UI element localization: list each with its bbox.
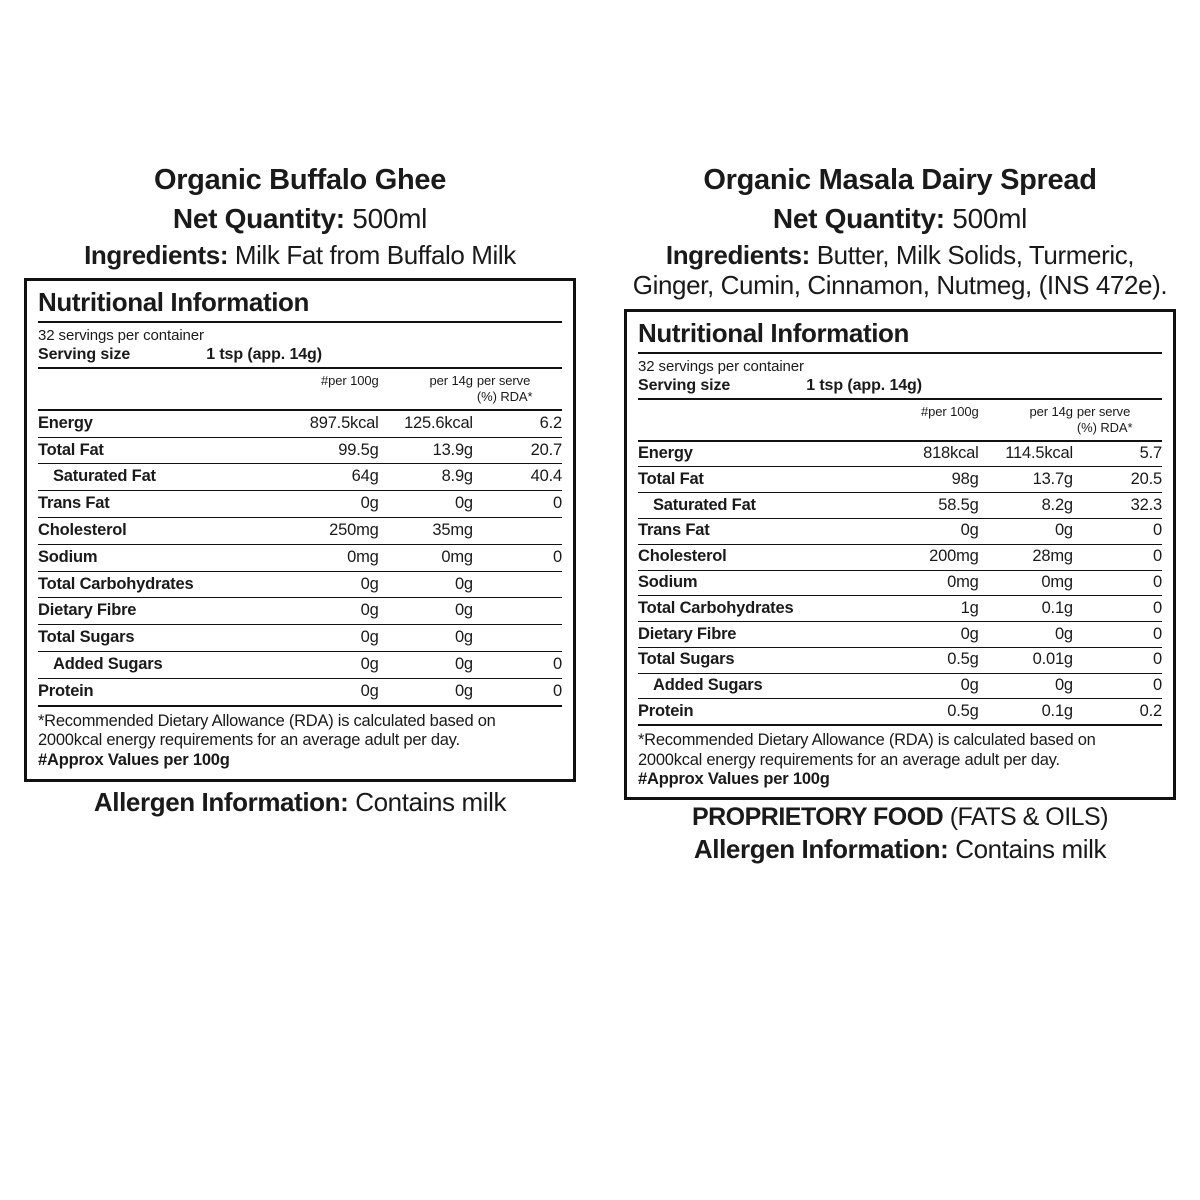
servings-per-container: 32 servings per container [638,358,804,376]
table-row [38,678,562,705]
value-rda: 20.5 [1073,467,1162,493]
net-quantity-value: 500ml [352,203,428,235]
value-per-100g: 0mg [274,544,379,571]
rda-footnote-text: *Recommended Dietary Allowance (RDA) is calculated based on 2000kcal energy requirements for an average adult per day. [38,711,496,750]
allergen-label: Allergen Information: [693,834,949,865]
value-rda: 0 [473,491,562,518]
value-per-14g: 0g [379,678,473,705]
allergen-value: Contains milk [955,834,1107,865]
nutrient-name: Dietary Fibre [638,622,874,648]
value-rda: 0 [473,652,562,679]
rda-footnote [38,707,562,770]
column-header-nutrient [638,400,874,441]
nutrient-name: Total Fat [38,437,274,464]
value-per-100g: 250mg [274,518,379,545]
ingredients-value: Butter, Milk Solids, Turmeric, Ginger, Cumin, Cinnamon, Nutmeg, (INS 472e). [632,239,1168,301]
table-row [38,652,562,679]
value-per-100g: 0g [874,673,979,699]
column-header-nutrient [38,369,274,410]
value-per-100g: 0g [274,598,379,625]
table-row [38,544,562,571]
table-row [638,673,1162,699]
nutrient-name: Protein [38,678,274,705]
allergen-information-line [624,832,1176,865]
nutrition-table-body [638,441,1162,726]
nutrition-table-body [38,410,562,706]
allergen-label: Allergen Information: [93,787,349,818]
nutrient-name: Cholesterol [38,518,274,545]
value-per-100g: 58.5g [874,493,979,519]
nutrient-name: Cholesterol [638,544,874,570]
value-per-100g: 0g [874,622,979,648]
table-row [638,596,1162,622]
proprietary-food-label: PROPRIETORY FOOD [691,802,944,831]
serving-size-label: Serving size [38,346,131,364]
value-per-100g: 0mg [874,570,979,596]
nutrient-name: Energy [638,441,874,467]
value-rda: 0 [473,678,562,705]
allergen-information-line [24,785,576,818]
value-rda [473,518,562,545]
proprietary-food-line [624,803,1176,833]
value-per-14g: 0g [979,622,1073,648]
value-per-14g: 125.6kcal [379,410,473,437]
below-box-text-group [24,782,576,818]
table-row [638,493,1162,519]
value-per-14g: 0g [379,598,473,625]
table-row [38,571,562,598]
table-row [638,570,1162,596]
nutrient-name: Added Sugars [638,673,874,699]
serving-size-row [638,377,1162,400]
value-per-100g: 0.5g [874,647,979,673]
value-per-100g: 0g [274,678,379,705]
table-row [38,518,562,545]
column-header-per-serve-rda [473,369,562,410]
serving-size-label: Serving size [638,376,731,394]
net-quantity-label: Net Quantity: [772,203,945,235]
value-rda: 0 [1073,596,1162,622]
column-header-per-100g: #per 100g [874,400,979,441]
nutrition-facts-box [624,309,1176,800]
nutrition-facts-box [24,278,576,782]
value-per-100g: 200mg [874,544,979,570]
nutrient-name: Total Sugars [38,625,274,652]
table-row [638,467,1162,493]
value-per-14g: 13.9g [379,437,473,464]
column-header-rda-line2: (%) RDA* [1076,419,1133,435]
table-row [638,441,1162,467]
nutrient-name: Total Carbohydrates [638,596,874,622]
product-panel-masala-dairy-spread [600,163,1200,865]
table-row [638,699,1162,725]
value-rda: 0 [1073,647,1162,673]
table-row [38,625,562,652]
value-rda: 0 [473,544,562,571]
ingredients-line [24,240,576,271]
value-per-14g: 8.9g [379,464,473,491]
page-title: Organic Masala Dairy Spread [703,164,1097,196]
value-per-100g: 0g [874,518,979,544]
ingredients-line [624,240,1176,301]
nutrient-name: Trans Fat [38,491,274,518]
value-per-100g: 0g [274,571,379,598]
table-row [38,437,562,464]
below-box-text-group [624,800,1176,866]
value-per-100g: 99.5g [274,437,379,464]
value-rda [473,598,562,625]
ingredients-label: Ingredients: [84,239,229,270]
serving-size-value: 1 tsp (app. 14g) [806,376,922,394]
nutrient-name: Saturated Fat [38,464,274,491]
serving-size-row [38,346,562,369]
value-per-14g: 0g [379,491,473,518]
nutrient-name: Sodium [638,570,874,596]
product-panel-buffalo-ghee [0,163,600,818]
value-per-14g: 13.7g [979,467,1073,493]
value-rda: 0 [1073,518,1162,544]
value-per-14g: 0.1g [979,699,1073,725]
value-per-14g: 8.2g [979,493,1073,519]
column-header-per-14g: per 14g [379,369,473,410]
value-rda: 0 [1073,570,1162,596]
proprietary-food-category: (FATS & OILS) [943,802,1109,831]
column-header-rda-line1: per serve [1076,403,1131,419]
table-row [638,622,1162,648]
column-header-per-serve-rda [1073,400,1162,441]
net-quantity-line [24,202,576,236]
nutrient-name: Protein [638,699,874,725]
column-header-per-14g: per 14g [979,400,1073,441]
value-rda: 0.2 [1073,699,1162,725]
value-rda: 20.7 [473,437,562,464]
nutrient-name: Sodium [38,544,274,571]
value-per-100g: 98g [874,467,979,493]
value-per-14g: 0.1g [979,596,1073,622]
value-per-14g: 0mg [979,570,1073,596]
value-rda: 0 [1073,544,1162,570]
nutrition-table [638,400,1162,726]
nutrient-name: Dietary Fibre [38,598,274,625]
serving-size-value: 1 tsp (app. 14g) [206,346,322,364]
value-per-100g: 0g [274,491,379,518]
value-per-100g: 818kcal [874,441,979,467]
ingredients-value: Milk Fat from Buffalo Milk [234,239,516,270]
value-per-100g: 0g [274,652,379,679]
net-quantity-label: Net Quantity: [172,203,345,235]
value-rda: 5.7 [1073,441,1162,467]
net-quantity-line [624,202,1176,236]
table-header-row [38,369,562,410]
nutrient-name: Saturated Fat [638,493,874,519]
approx-values-note: #Approx Values per 100g [38,750,230,769]
value-rda: 6.2 [473,410,562,437]
nutrient-name: Total Carbohydrates [38,571,274,598]
nutrient-name: Total Sugars [638,647,874,673]
nutrition-table [38,369,562,706]
table-row [638,647,1162,673]
column-header-rda-line1: per serve [476,373,531,389]
net-quantity-value: 500ml [952,203,1028,235]
value-per-14g: 28mg [979,544,1073,570]
table-row [38,491,562,518]
column-header-per-100g: #per 100g [274,369,379,410]
nutrient-name: Energy [38,410,274,437]
value-per-14g: 0g [979,518,1073,544]
rda-footnote-text: *Recommended Dietary Allowance (RDA) is calculated based on 2000kcal energy requirements for an average adult per day. [638,731,1096,769]
value-per-100g: 0g [274,625,379,652]
value-per-100g: 0.5g [874,699,979,725]
value-per-100g: 64g [274,464,379,491]
nutrition-information-heading: Nutritional Information [638,319,1162,354]
table-row [638,518,1162,544]
value-rda [473,625,562,652]
nutrient-name: Added Sugars [38,652,274,679]
value-rda [473,571,562,598]
table-header-row [638,400,1162,441]
value-per-100g: 897.5kcal [274,410,379,437]
value-per-14g: 0g [379,652,473,679]
table-row [638,544,1162,570]
approx-values-note: #Approx Values per 100g [638,770,830,789]
ingredients-label: Ingredients: [665,239,810,270]
table-row [38,598,562,625]
value-rda: 0 [1073,622,1162,648]
value-per-14g: 0g [979,673,1073,699]
value-per-14g: 0g [379,571,473,598]
value-per-14g: 35mg [379,518,473,545]
nutrient-name: Total Fat [638,467,874,493]
value-per-14g: 0g [379,625,473,652]
value-per-14g: 0mg [379,544,473,571]
allergen-value: Contains milk [355,787,507,818]
nutrient-name: Trans Fat [638,518,874,544]
servings-per-container: 32 servings per container [38,327,204,345]
value-rda: 40.4 [473,464,562,491]
value-per-14g: 0.01g [979,647,1073,673]
value-per-100g: 1g [874,596,979,622]
value-rda: 0 [1073,673,1162,699]
page-title: Organic Buffalo Ghee [153,164,447,196]
nutrition-information-heading: Nutritional Information [38,288,562,323]
table-row [38,410,562,437]
value-per-14g: 114.5kcal [979,441,1073,467]
rda-footnote [638,726,1162,789]
value-rda: 32.3 [1073,493,1162,519]
column-header-rda-line2: (%) RDA* [476,388,533,404]
table-row [38,464,562,491]
